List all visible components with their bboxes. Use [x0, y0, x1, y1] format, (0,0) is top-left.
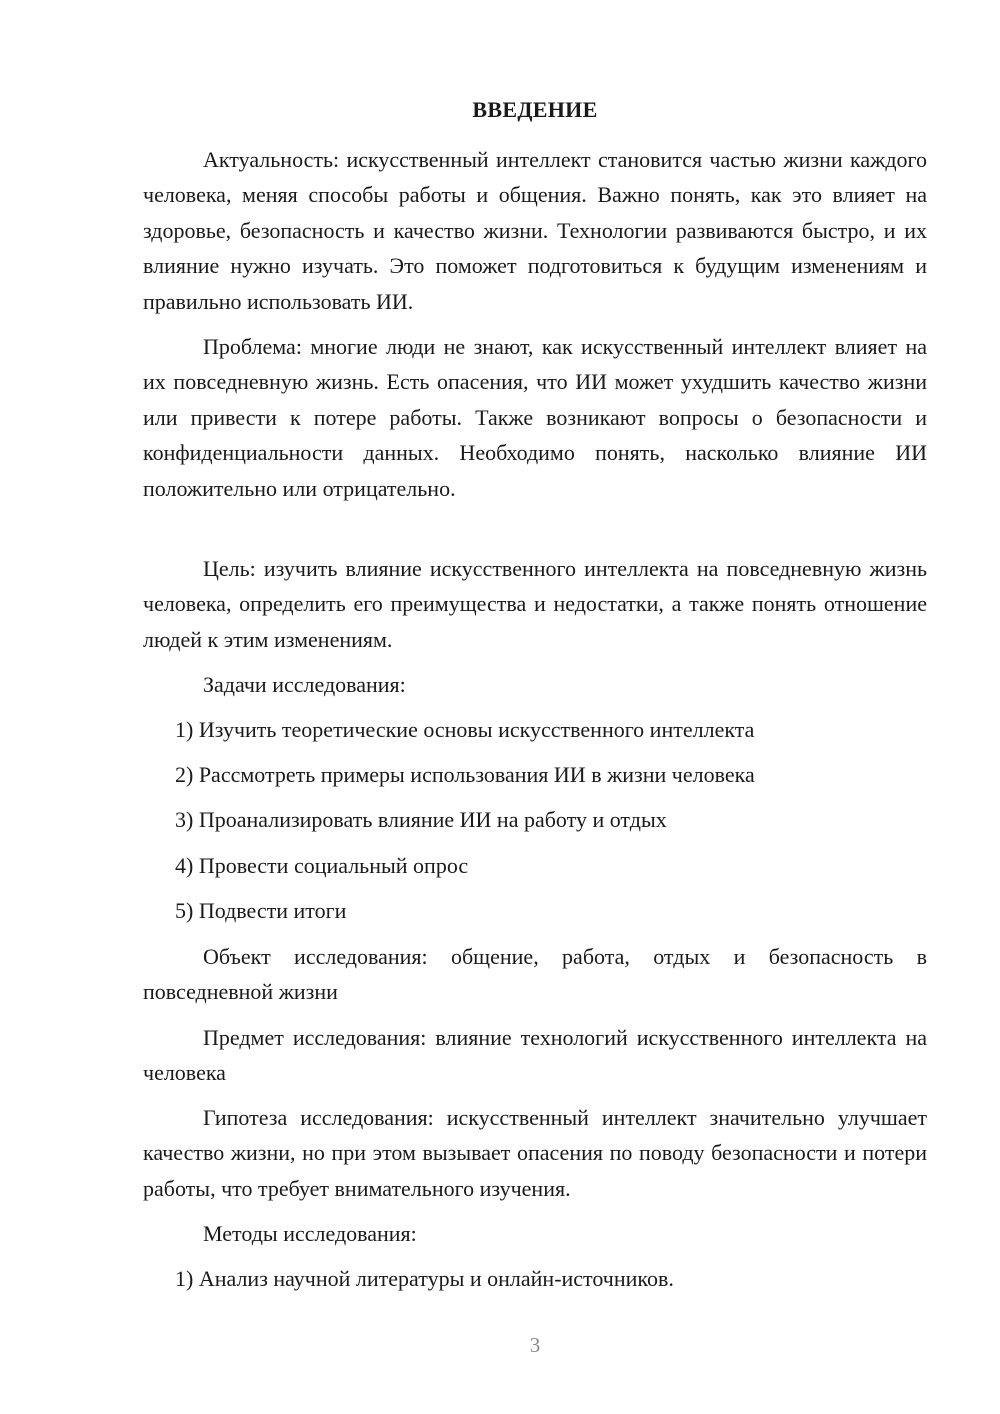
tasks-heading: Задачи исследования:: [203, 672, 406, 697]
problem-paragraph: Проблема: многие люди не знают, как искусственный интеллект влияет на их повседневную жизнь. Есть опасения, что ИИ может ухудшить качество жизни или привести к потере работы. Также возникают вопросы о безопасности и конфиденциальности данных. Необходимо понять, насколько влияние ИИ положительно или отрицательно.: [143, 334, 927, 501]
hypothesis-paragraph: Гипотеза исследования: искусственный интеллект значительно улучшает качество жизни, но при этом вызывает опасения по поводу безопасности и потери работы, что требует внимательного изучения.: [143, 1105, 927, 1201]
methods-heading: Методы исследования:: [203, 1221, 417, 1246]
task-item-5: 5) Подвести итоги: [175, 898, 347, 923]
page-title: ВВЕДЕНИЕ: [472, 97, 598, 122]
task-item-2: 2) Рассмотреть примеры использования ИИ в жизни человека: [175, 762, 755, 787]
relevance-paragraph: Актуальность: искусственный интеллект становится частью жизни каждого человека, меняя способы работы и общения. Важно понять, как это влияет на здоровье, безопасность и качество жизни. Технологии развиваются быстро, и их влияние нужно изучать. Это поможет подготовиться к будущим изменениям и правильно использовать ИИ.: [143, 147, 927, 314]
task-item-4: 4) Провести социальный опрос: [175, 853, 469, 878]
goal-paragraph: Цель: изучить влияние искусственного интеллекта на повседневную жизнь человека, определить его преимущества и недостатки, а также понять отношение людей к этим изменениям.: [143, 556, 927, 652]
subject-paragraph: Предмет исследования: влияние технологий искусственного интеллекта на человека: [143, 1025, 927, 1086]
task-item-3: 3) Проанализировать влияние ИИ на работу и отдых: [175, 807, 667, 832]
method-item-1: 1) Анализ научной литературы и онлайн-источников.: [175, 1266, 674, 1291]
page-number: 3: [529, 1333, 541, 1357]
task-item-1: 1) Изучить теоретические основы искусственного интеллекта: [175, 717, 755, 742]
object-paragraph: Объект исследования: общение, работа, отдых и безопасность в повседневной жизни: [143, 944, 927, 1005]
